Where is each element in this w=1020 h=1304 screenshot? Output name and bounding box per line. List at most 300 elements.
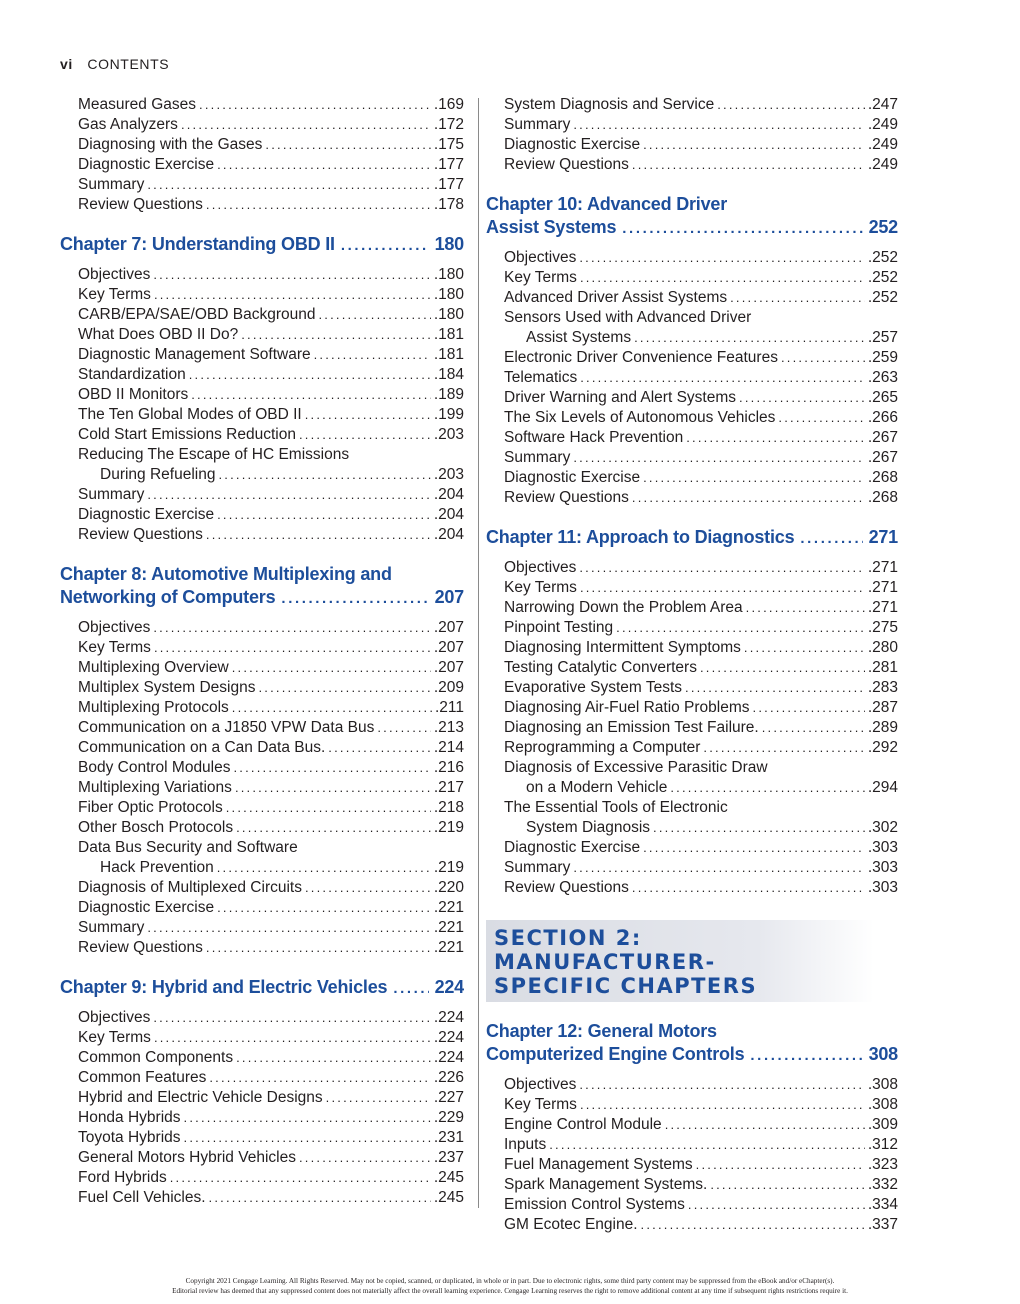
dot-leader <box>688 1195 865 1215</box>
chapter-page: 180 <box>434 234 464 254</box>
toc-entry-page: .181 <box>433 326 464 343</box>
toc-entry-title: Objectives <box>78 1009 151 1026</box>
dot-leader <box>318 305 430 325</box>
chapter-page: 224 <box>434 977 464 997</box>
toc-entry-title: Multiplexing Overview <box>78 659 229 676</box>
toc-entry-page: .213 <box>433 719 464 736</box>
dot-leader <box>616 618 865 638</box>
section-title: SECTION 2: MANUFACTURER- <box>494 926 716 974</box>
toc-entry[interactable] <box>60 758 464 778</box>
toc-entry-page: .245 <box>433 1189 464 1206</box>
toc-entry-title: Objectives <box>504 559 577 576</box>
toc-entry-page: .207 <box>433 639 464 656</box>
toc-entry-page: .337 <box>867 1216 898 1233</box>
toc-entry-title: Communication on a Can Data Bus. <box>78 739 326 756</box>
dot-leader <box>641 1215 865 1235</box>
dot-leader <box>170 1168 431 1188</box>
dot-leader <box>236 1048 431 1068</box>
toc-entry-title: Cold Start Emissions Reduction <box>78 426 296 443</box>
toc-entry[interactable] <box>60 1068 464 1088</box>
toc-entry-title: Review Questions <box>78 939 203 956</box>
toc-entry-title: Review Questions <box>78 196 203 213</box>
toc-entry[interactable] <box>486 488 898 508</box>
dot-leader <box>328 738 431 758</box>
toc-entry-title: Hybrid and Electric Vehicle Designs <box>78 1089 323 1106</box>
toc-entry-page: .292 <box>867 739 898 756</box>
toc-entry-page: .219 <box>433 819 464 836</box>
toc-entry-title: Key Terms <box>504 269 577 286</box>
toc-entry[interactable] <box>60 858 464 878</box>
toc-entry[interactable] <box>60 305 464 325</box>
toc-entry-page: .203 <box>433 426 464 443</box>
toc-entry[interactable] <box>60 465 464 485</box>
chapter-heading[interactable] <box>486 1020 898 1067</box>
toc-entry-page: .207 <box>433 619 464 636</box>
toc-entry[interactable] <box>486 858 898 878</box>
toc-entry[interactable] <box>60 115 464 135</box>
toc-entry[interactable] <box>486 1075 898 1095</box>
toc-entry-title: Toyota Hybrids <box>78 1129 181 1146</box>
dot-leader <box>235 778 431 798</box>
toc-entry-title: Diagnostic Exercise <box>78 156 215 173</box>
running-header <box>60 56 169 72</box>
toc-entry[interactable] <box>486 598 898 618</box>
toc-entry-title: Assist Systems <box>526 329 632 346</box>
toc-entry[interactable] <box>486 618 898 638</box>
toc-entry[interactable] <box>60 135 464 155</box>
dot-leader <box>299 425 431 445</box>
toc-entry-title: Objectives <box>78 266 151 283</box>
dot-leader <box>753 698 865 718</box>
toc-entry[interactable] <box>486 468 898 488</box>
dot-leader <box>781 348 865 368</box>
toc-entry-title: Narrowing Down the Problem Area <box>504 599 743 616</box>
toc-group <box>486 1075 898 1235</box>
toc-entry[interactable] <box>486 1135 898 1155</box>
dot-leader <box>234 758 431 778</box>
toc-entry[interactable] <box>486 288 898 308</box>
toc-entry-title: During Refueling <box>100 466 216 483</box>
toc-entry-page: .332 <box>867 1176 898 1193</box>
toc-entry-page: .221 <box>433 919 464 936</box>
toc-entry-page: .218 <box>433 799 464 816</box>
toc-entry-title: Diagnosing Air-Fuel Ratio Problems <box>504 699 750 716</box>
dot-leader <box>580 1095 865 1115</box>
toc-entry-title: Reprogramming a Computer <box>504 739 701 756</box>
dot-leader <box>580 368 865 388</box>
toc-entry[interactable] <box>486 328 898 348</box>
toc-entry-page: .221 <box>433 899 464 916</box>
dot-leader <box>153 1008 430 1028</box>
toc-entry-title: OBD II Monitors <box>78 386 189 403</box>
dot-leader <box>265 135 430 155</box>
toc-entry-page: .265 <box>867 389 898 406</box>
toc-entry[interactable] <box>60 1148 464 1168</box>
toc-entry-page: .271 <box>867 599 898 616</box>
toc-entry-title: Pinpoint Testing <box>504 619 614 636</box>
toc-entry-title: Other Bosch Protocols <box>78 819 234 836</box>
toc-entry-page: .175 <box>433 136 464 153</box>
chapter-title: Assist Systems <box>486 217 617 237</box>
dot-leader <box>305 405 431 425</box>
toc-entry-page: .209 <box>433 679 464 696</box>
toc-entry[interactable] <box>486 738 898 758</box>
dot-leader <box>154 285 431 305</box>
chapter-heading[interactable] <box>486 526 898 550</box>
toc-entry-title: Objectives <box>78 619 151 636</box>
toc-entry-title: Spark Management Systems. <box>504 1176 708 1193</box>
chapter-heading[interactable] <box>486 193 898 240</box>
dot-leader <box>153 618 430 638</box>
toc-entry-page: .207 <box>433 659 464 676</box>
dot-leader <box>573 115 865 135</box>
toc-entry-title: Diagnosing with the Gases <box>78 136 263 153</box>
toc-entry[interactable] <box>60 385 464 405</box>
dot-leader <box>703 738 864 758</box>
toc-entry[interactable] <box>60 155 464 175</box>
toc-entry-title: Gas Analyzers <box>78 116 178 133</box>
toc-entry[interactable] <box>486 1175 898 1195</box>
toc-group <box>60 618 464 958</box>
copyright-line: Copyright 2021 Cengage Learning. All Rights Reserved. May not be copied, scanned, or duplicated, in whole or in part. Due to electronic rights, some third party content may be suppressed from the eBook and/or eChapter(s). <box>185 1277 835 1285</box>
dot-leader <box>217 858 431 878</box>
section-banner <box>486 920 874 1002</box>
toc-entry[interactable] <box>60 878 464 898</box>
dot-leader <box>154 1028 431 1048</box>
chapter-title: Computerized Engine Controls <box>486 1044 745 1064</box>
toc-entry-title: Summary <box>504 859 571 876</box>
toc-entry[interactable] <box>486 268 898 288</box>
toc-entry-title: GM Ecotec Engine. <box>504 1216 638 1233</box>
right-column <box>486 95 898 1235</box>
toc-entry-page: .249 <box>867 116 898 133</box>
left-column <box>60 95 464 1208</box>
toc-entry[interactable] <box>60 1188 464 1208</box>
dot-leader <box>762 718 865 738</box>
toc-entry[interactable] <box>486 778 898 798</box>
toc-entry-page: .180 <box>433 306 464 323</box>
chapter-title: Chapter 11: Approach to Diagnostics <box>486 527 795 547</box>
toc-entry-title: Review Questions <box>504 489 629 506</box>
toc-entry-title: Objectives <box>504 249 577 266</box>
section-title: SPECIFIC CHAPTERS <box>494 974 758 998</box>
toc-entry-page: .204 <box>433 506 464 523</box>
toc-entry-title: Key Terms <box>78 1029 151 1046</box>
toc-entry[interactable] <box>60 195 464 215</box>
dot-leader <box>377 718 430 738</box>
dot-leader <box>632 488 865 508</box>
dot-leader <box>209 1188 431 1208</box>
chapter-heading[interactable] <box>60 976 464 1000</box>
toc-entry[interactable] <box>60 505 464 525</box>
toc-entry-page: .249 <box>867 136 898 153</box>
toc-entry-title: What Does OBD II Do? <box>78 326 239 343</box>
toc-entry-title: Review Questions <box>78 526 203 543</box>
chapter-heading[interactable] <box>60 233 464 257</box>
toc-entry[interactable] <box>60 1028 464 1048</box>
chapter-title: Chapter 7: Understanding OBD II <box>60 234 335 254</box>
toc-entry[interactable] <box>60 1088 464 1108</box>
toc-entry-title: Diagnosis of Multiplexed Circuits <box>78 879 302 896</box>
toc-entry[interactable] <box>486 1195 898 1215</box>
dot-leader <box>643 135 865 155</box>
toc-entry[interactable] <box>60 1048 464 1068</box>
toc-group <box>60 265 464 545</box>
toc-entry-page: .271 <box>867 559 898 576</box>
toc-entry[interactable] <box>486 578 898 598</box>
toc-entry-page: .226 <box>433 1069 464 1086</box>
toc-entry-title: Communication on a J1850 VPW Data Bus <box>78 719 375 736</box>
toc-entry-page: .224 <box>433 1029 464 1046</box>
toc-entry[interactable] <box>60 1168 464 1188</box>
dot-leader <box>632 155 865 175</box>
toc-entry-page: .252 <box>867 249 898 266</box>
toc-entry[interactable] <box>486 368 898 388</box>
dot-leader <box>206 195 431 215</box>
toc-entry-title: Diagnostic Exercise <box>504 839 641 856</box>
toc-entry[interactable] <box>60 485 464 505</box>
dot-leader <box>184 1108 431 1128</box>
chapter-page: 207 <box>434 587 464 607</box>
toc-entry[interactable] <box>60 325 464 345</box>
toc-entry-page: .189 <box>433 386 464 403</box>
dot-leader <box>579 558 864 578</box>
toc-entry-page: .224 <box>433 1049 464 1066</box>
toc-entry-page: .227 <box>433 1089 464 1106</box>
toc-entry-page: .178 <box>433 196 464 213</box>
toc-entry-title: Multiplexing Variations <box>78 779 232 796</box>
toc-entry-page: .177 <box>433 156 464 173</box>
toc-entry-title: Diagnosing an Emission Test Failure. <box>504 719 759 736</box>
dot-leader <box>217 505 431 525</box>
toc-entry[interactable] <box>60 678 464 698</box>
toc-entry[interactable] <box>60 778 464 798</box>
chapter-title: Chapter 10: Advanced Driver <box>486 194 728 214</box>
dot-leader <box>218 465 430 485</box>
chapter-heading[interactable] <box>60 563 464 610</box>
toc-entry-page: .221 <box>433 939 464 956</box>
toc-entry[interactable] <box>60 738 464 758</box>
toc-entry-title: Summary <box>78 919 145 936</box>
toc-entry[interactable] <box>486 1155 898 1175</box>
toc-entry-title: The Six Levels of Autonomous Vehicles <box>504 409 776 426</box>
dot-leader <box>643 468 865 488</box>
toc-entry-title: Multiplex System Designs <box>78 679 256 696</box>
dot-leader <box>226 798 431 818</box>
toc-entry-title: Objectives <box>504 1076 577 1093</box>
dot-leader <box>573 448 865 468</box>
dot-leader <box>305 878 431 898</box>
dot-leader <box>299 1148 431 1168</box>
toc-entry-title: Key Terms <box>78 286 151 303</box>
toc-entry-page: .220 <box>433 879 464 896</box>
toc-entry-title: Inputs <box>504 1136 547 1153</box>
toc-entry-page: .268 <box>867 469 898 486</box>
toc-entry-page: .204 <box>433 526 464 543</box>
dot-leader <box>154 638 431 658</box>
toc-entry-page: .312 <box>867 1136 898 1153</box>
toc-entry-page: .169 <box>433 96 464 113</box>
copyright-footer <box>0 1276 1020 1296</box>
dot-leader <box>199 95 431 115</box>
toc-entry-title: Diagnostic Exercise <box>78 506 215 523</box>
toc-entry-page: .259 <box>867 349 898 366</box>
toc-entry-page: .266 <box>867 409 898 426</box>
toc-entry[interactable] <box>486 698 898 718</box>
toc-entry[interactable] <box>60 698 464 718</box>
toc-entry[interactable] <box>60 818 464 838</box>
toc-entry[interactable] <box>486 878 898 898</box>
dot-leader <box>209 1068 430 1088</box>
toc-entry[interactable] <box>60 938 464 958</box>
toc-entry-title: Review Questions <box>504 156 629 173</box>
toc-entry-page: .180 <box>433 266 464 283</box>
toc-entry[interactable] <box>486 838 898 858</box>
toc-entry-title: Emission Control Systems <box>504 1196 685 1213</box>
toc-entry-title: Fiber Optic Protocols <box>78 799 223 816</box>
toc-entry-page: .203 <box>433 466 464 483</box>
dot-leader <box>184 1128 431 1148</box>
toc-entry-title: Key Terms <box>504 579 577 596</box>
dot-leader <box>744 638 865 658</box>
dot-leader <box>634 328 865 348</box>
toc-entry-page: .181 <box>433 346 464 363</box>
toc-entry[interactable] <box>486 638 898 658</box>
dot-leader <box>573 858 865 878</box>
toc-entry-page: .214 <box>433 739 464 756</box>
toc-entry[interactable] <box>60 345 464 365</box>
toc-entry-page: .224 <box>433 1009 464 1026</box>
toc-entry[interactable] <box>486 1115 898 1135</box>
toc-entry[interactable] <box>486 95 898 115</box>
toc-group <box>60 95 464 215</box>
toc-entry[interactable] <box>60 638 464 658</box>
toc-entry-page: .252 <box>867 289 898 306</box>
toc-entry[interactable] <box>486 248 898 268</box>
toc-entry-page: .308 <box>867 1096 898 1113</box>
toc-entry[interactable] <box>486 115 898 135</box>
dot-leader <box>147 485 431 505</box>
toc-entry[interactable] <box>486 678 898 698</box>
toc-entry[interactable] <box>60 1128 464 1148</box>
column-divider <box>478 98 479 1208</box>
toc-entry[interactable] <box>486 448 898 468</box>
dot-leader <box>232 698 432 718</box>
toc-entry-title: Summary <box>504 116 571 133</box>
toc-entry-title: Sensors Used with Advanced Driver <box>504 309 752 326</box>
toc-entry-page: .323 <box>867 1156 898 1173</box>
toc-entry[interactable] <box>486 155 898 175</box>
toc-entry[interactable] <box>60 365 464 385</box>
toc-entry-page: .289 <box>867 719 898 736</box>
toc-entry-title: Summary <box>78 486 145 503</box>
toc-entry-title: Electronic Driver Convenience Features <box>504 349 778 366</box>
chapter-title: Networking of Computers <box>60 587 276 607</box>
dot-leader <box>217 898 431 918</box>
toc-entry-title: Evaporative System Tests <box>504 679 683 696</box>
toc-entry-title: Diagnosing Intermittent Symptoms <box>504 639 741 656</box>
toc-entry-title: Summary <box>78 176 145 193</box>
toc-entry-page: .263 <box>867 369 898 386</box>
toc-entry-title: System Diagnosis <box>526 819 651 836</box>
toc-entry-page: .334 <box>867 1196 898 1213</box>
toc-entry-page: .217 <box>433 779 464 796</box>
toc-entry-title: Standardization <box>78 366 186 383</box>
toc-entry-page: .211 <box>434 699 464 716</box>
toc-entry-title: Fuel Cell Vehicles. <box>78 1189 206 1206</box>
toc-entry-page: .303 <box>867 859 898 876</box>
toc-entry-page: .237 <box>433 1149 464 1166</box>
toc-entry[interactable] <box>60 898 464 918</box>
dot-leader <box>236 818 431 838</box>
toc-entry[interactable] <box>486 658 898 678</box>
toc-entry[interactable] <box>60 405 464 425</box>
toc-entry[interactable] <box>486 388 898 408</box>
dot-leader <box>153 265 430 285</box>
toc-group <box>60 1008 464 1208</box>
toc-entry[interactable] <box>60 95 464 115</box>
toc-entry[interactable] <box>60 918 464 938</box>
toc-entry[interactable] <box>486 348 898 368</box>
toc-entry[interactable] <box>486 1095 898 1115</box>
toc-entry[interactable] <box>60 1108 464 1128</box>
toc-entry-page: .172 <box>433 116 464 133</box>
toc-entry[interactable] <box>486 408 898 428</box>
toc-entry-page: .287 <box>867 699 898 716</box>
toc-group <box>486 558 898 898</box>
toc-entry[interactable] <box>60 265 464 285</box>
toc-entry[interactable] <box>486 428 898 448</box>
dot-leader <box>206 525 431 545</box>
toc-entry-page: .283 <box>867 679 898 696</box>
toc-entry[interactable] <box>486 818 898 838</box>
toc-entry-page: .247 <box>867 96 898 113</box>
toc-entry-page: .231 <box>433 1129 464 1146</box>
toc-entry-page: .204 <box>433 486 464 503</box>
chapter-title: Chapter 12: General Motors <box>486 1021 717 1041</box>
dot-leader <box>258 678 430 698</box>
toc-entry-title: Measured Gases <box>78 96 197 113</box>
toc-entry-title: Common Features <box>78 1069 207 1086</box>
dot-leader <box>685 678 865 698</box>
toc-entry-page: .249 <box>867 156 898 173</box>
toc-entry[interactable] <box>60 718 464 738</box>
toc-entry[interactable] <box>486 718 898 738</box>
toc-entry[interactable] <box>486 1215 898 1235</box>
toc-entry-title: Review Questions <box>504 879 629 896</box>
toc-entry-title: Hack Prevention <box>100 859 214 876</box>
toc-entry[interactable] <box>60 1008 464 1028</box>
toc-entry[interactable] <box>486 558 898 578</box>
toc-entry[interactable] <box>60 798 464 818</box>
toc-entry[interactable] <box>60 285 464 305</box>
toc-entry[interactable] <box>60 618 464 638</box>
toc-entry-title: Key Terms <box>78 639 151 656</box>
dot-leader <box>670 778 865 798</box>
toc-entry[interactable] <box>486 135 898 155</box>
toc-entry[interactable] <box>60 425 464 445</box>
dot-leader <box>717 95 865 115</box>
toc-entry-page: .267 <box>867 429 898 446</box>
toc-entry-page: .303 <box>867 839 898 856</box>
toc-entry[interactable] <box>60 658 464 678</box>
toc-group <box>486 248 898 508</box>
toc-entry-title: Telematics <box>504 369 578 386</box>
toc-entry[interactable] <box>60 175 464 195</box>
toc-entry-title: The Ten Global Modes of OBD II <box>78 406 302 423</box>
toc-entry[interactable] <box>60 525 464 545</box>
dot-leader <box>147 175 431 195</box>
